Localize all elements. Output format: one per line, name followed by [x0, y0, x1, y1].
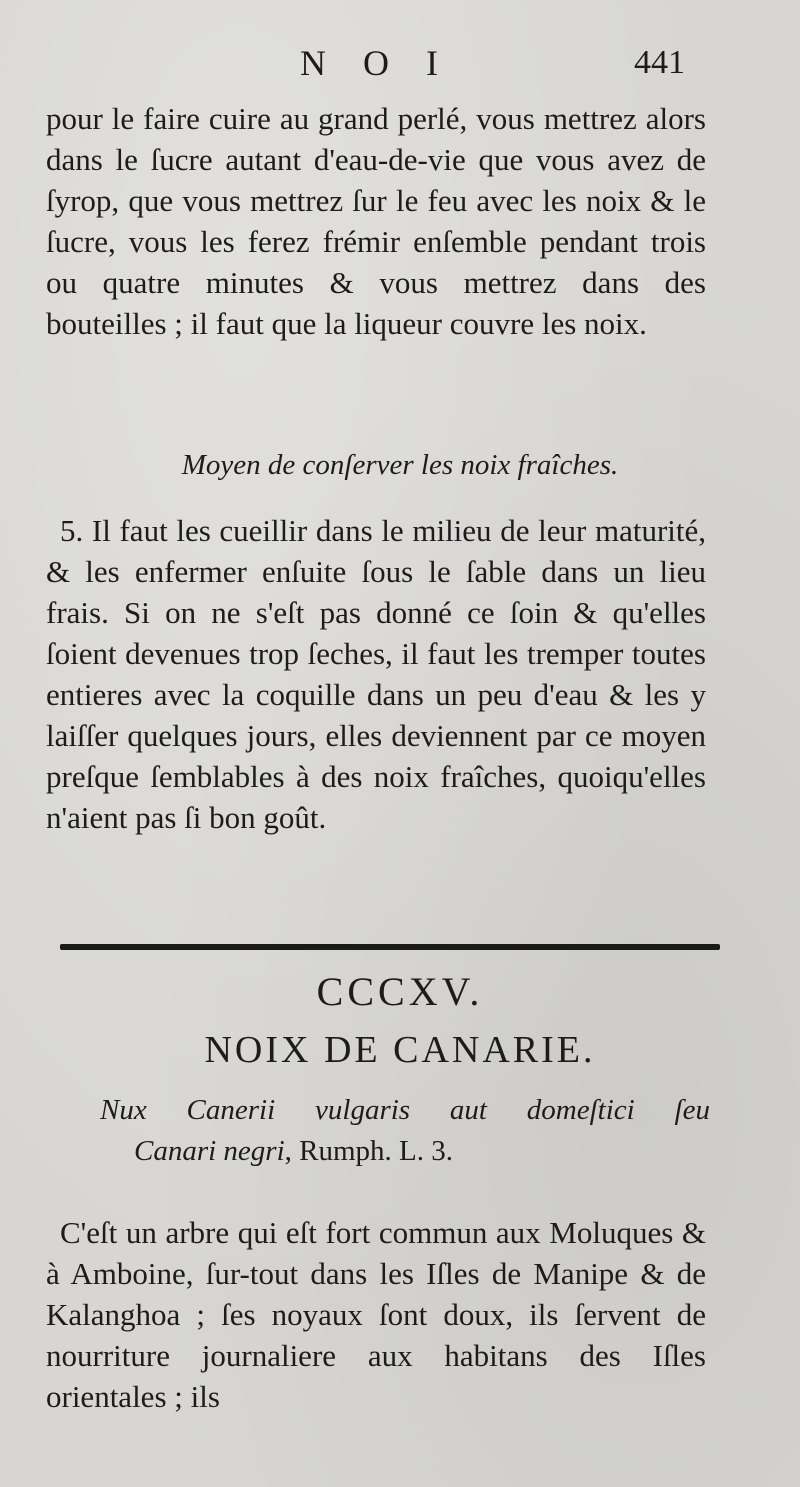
- paragraph-noix-de-canarie: C'eſt un arbre qui eſt fort commun aux Moluques & à Amboine, ſur-tout dans les Iſles de Manipe & de Kalanghoa ; ſes noyaux ſont doux, ils ſervent de nourriture journaliere aux habitans des Iſles orientales ; ils: [46, 1215, 706, 1414]
- paragraph-conserver-noix: 5. Il faut les cueillir dans le milieu de leur maturité, & les enfermer enſuite ſous le ſable dans un lieu frais. Si on ne s'eſt pas donné ce ſoin & qu'elles ſoient devenues trop ſeches, il faut les tremper toutes entieres avec la coquille dans un peu d'eau & les y laiſſer quelques jours, elles deviennent par ce moyen preſque ſemblables à des noix fraîches, quoiqu'elles n'aient pas ſi bon goût.: [46, 513, 706, 835]
- section-number: CCCXV.: [316, 969, 484, 1014]
- running-head: [0, 42, 800, 92]
- running-head-title: N O I: [300, 43, 452, 83]
- latin-name-reference: , Rumph. L. 3.: [284, 1135, 454, 1167]
- latin-name-block: [100, 1090, 710, 1172]
- section-divider-rule: [60, 944, 720, 950]
- latin-name-canari-negri: Canari negri: [134, 1135, 285, 1167]
- subheading-conserver-noix: Moyen de conſerver les noix fraîches.: [181, 449, 619, 481]
- page-number: 441: [634, 44, 685, 81]
- section-title: NOIX DE CANARIE.: [204, 1029, 596, 1071]
- latin-name-line-2: [100, 1131, 710, 1172]
- paragraph-noix-liqueur-end: pour le faire cuire au grand perlé, vous mettrez alors dans le ſucre autant d'eau-de-vie que vous avez de ſyrop, que vous mettrez ſur le feu avec les noix & le ſucre, vous les ferez frémir enſemble pendant trois ou quatre minutes & vous mettrez dans des bouteilles ; il faut que la liqueur couvre les noix.: [46, 101, 706, 341]
- latin-name-line-1: Nux Canerii vulgaris aut domeſtici ſeu: [100, 1094, 710, 1126]
